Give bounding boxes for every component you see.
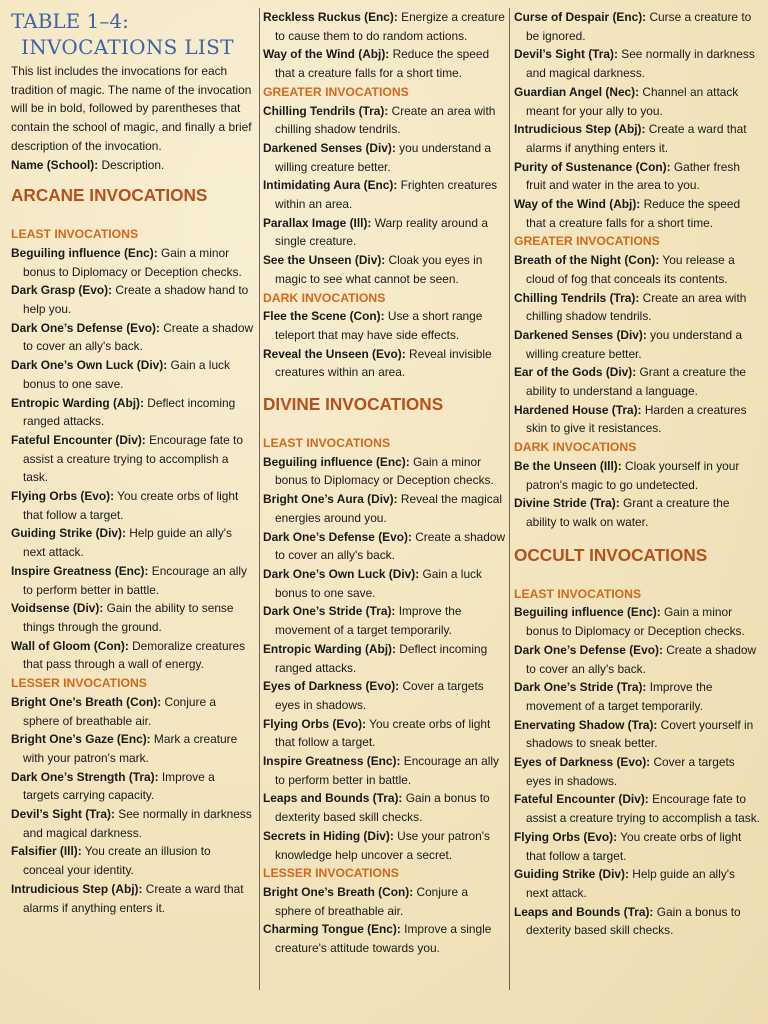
invocation-description: Warp reality around a single creature. [275, 215, 488, 249]
invocation-description: Gain a bonus to dexterity based skill checks. [275, 791, 490, 825]
invocation-entry [514, 603, 760, 640]
invocation-description: You create orbs of light that follow a target. [23, 489, 239, 522]
subheading-least: LEAST INVOCATIONS [11, 227, 139, 242]
invocation-name: Flying Orbs (Evo): [263, 716, 367, 731]
invocation-description: See normally in darkness and magical darkness. [526, 47, 755, 81]
invocation-description: Improve the movement of a target temporarily. [275, 604, 462, 638]
invocation-name: Leaps and Bounds (Tra): [514, 904, 654, 919]
invocation-description: Deflect incoming ranged attacks. [275, 641, 488, 675]
invocation-description: Use your patron's knowledge help uncover a secret. [275, 828, 490, 862]
invocation-description: Demoralize creatures that pass through a wall of energy. [23, 638, 246, 672]
invocation-name: Way of the Wind (Abj): [263, 47, 390, 62]
subheading-dark: DARK INVOCATIONS [514, 440, 637, 455]
invocation-name: Way of the Wind (Abj): [514, 197, 641, 212]
invocation-description: Gain a luck bonus to one save. [275, 566, 482, 600]
invocation-entry [514, 903, 760, 940]
invocation-name: See the Unseen (Div): [263, 253, 386, 268]
invocation-name: Intimidating Aura (Enc): [263, 178, 398, 193]
invocation-description: Grant a creature the ability to walk on water. [526, 496, 730, 529]
invocation-name: Flee the Scene (Con): [263, 309, 385, 324]
invocation-entry [263, 490, 507, 527]
invocation-description: Encourage an ally to perform better in battle. [275, 754, 499, 787]
invocation-entry [514, 8, 760, 45]
invocation-description: Curse a creature to be ignored. [526, 10, 752, 43]
invocation-entry [514, 363, 760, 400]
subheading-greater: GREATER INVOCATIONS [514, 234, 660, 249]
invocation-name: Fateful Encounter (Div): [11, 432, 146, 447]
invocation-description: Conjure a sphere of breathable air. [275, 884, 469, 918]
invocation-name: Dark One’s Own Luck (Div): [263, 566, 420, 581]
invocation-entry [514, 289, 760, 326]
invocation-entry [514, 641, 760, 678]
invocation-entry [11, 693, 254, 730]
invocation-description: You create an illusion to conceal your identity. [23, 844, 211, 878]
invocation-entry [11, 487, 254, 524]
invocation-name: Beguiling influence (Enc): [11, 245, 158, 260]
invocation-name: Purity of Sustenance (Con): [514, 159, 671, 174]
invocation-name: Intrudicious Step (Abj): [514, 122, 646, 137]
invocation-name: Falsifier (Ill): [11, 844, 82, 859]
invocation-name: Wall of Gloom (Con): [11, 638, 129, 653]
invocation-entry [263, 677, 507, 714]
invocation-description: you understand a willing creature better. [275, 140, 492, 174]
invocation-description: Cloak yourself in your patron's magic to go undetected. [526, 458, 740, 492]
invocation-name: Voidsense (Div): [11, 601, 104, 616]
subheading-lesser: LESSER INVOCATIONS [11, 676, 147, 691]
occult-least-list [514, 603, 760, 940]
invocation-description: Energize a creature to cause them to do random actions. [275, 10, 505, 43]
invocation-name: Parallax Image (Ill): [263, 215, 372, 230]
invocation-entry [263, 345, 507, 382]
invocation-description: Frighten creatures within an area. [275, 178, 498, 212]
invocation-entry [11, 524, 254, 561]
subheading-least: LEAST INVOCATIONS [263, 436, 391, 451]
legend-entry [11, 156, 254, 175]
invocation-description: Channel an attack meant for your ally to you. [526, 84, 739, 118]
invocation-name: Bright One’s Breath (Con): [263, 884, 414, 899]
invocation-description: Help guide an ally's next attack. [23, 526, 232, 560]
invocation-entry [514, 158, 760, 195]
invocation-entry [514, 251, 760, 288]
invocation-entry [514, 83, 760, 120]
invocation-entry [263, 453, 507, 490]
invocation-entry [263, 602, 507, 639]
invocation-entry [263, 214, 507, 251]
invocation-description: Improve the movement of a target temporarily. [526, 680, 713, 713]
invocation-name: Inspire Greatness (Enc): [11, 563, 149, 578]
invocation-description: Create a shadow to cover an ally's back. [23, 320, 254, 354]
invocation-name: Bright One’s Gaze (Enc): [11, 732, 151, 747]
invocation-name: Dark One’s Defense (Evo): [514, 642, 663, 657]
invocation-name: Dark One’s Strength (Tra): [11, 769, 159, 784]
invocation-description: Covert yourself in shadows to sneak better. [526, 717, 754, 751]
invocation-description: Encourage fate to assist a creature trying to accomplish a task. [23, 432, 243, 485]
invocation-description: You release a cloud of fog that conceals its contents. [526, 253, 735, 286]
invocation-entry [263, 752, 507, 789]
invocation-name: Dark Grasp (Evo): [11, 283, 113, 298]
divine-least-list [263, 453, 507, 864]
invocation-name: Fateful Encounter (Div): [514, 792, 649, 807]
section-heading-divine: DIVINE INVOCATIONS [263, 394, 444, 415]
invocation-description: Gather fresh fruit and water in the area to you. [526, 159, 740, 193]
invocation-entry [11, 431, 254, 487]
invocation-entry [263, 920, 507, 957]
arcane-dark-list [263, 307, 507, 382]
invocation-name: Devil’s Sight (Tra): [514, 47, 618, 62]
invocation-name: Eyes of Darkness (Evo): [263, 679, 400, 694]
invocation-name: Secrets in Hiding (Div): [263, 828, 394, 843]
invocation-name: Flying Orbs (Evo): [11, 489, 115, 504]
invocation-description: Encourage an ally to perform better in battle. [23, 563, 247, 597]
invocation-name: Flying Orbs (Evo): [514, 829, 618, 844]
section-heading-arcane: ARCANE INVOCATIONS [11, 185, 208, 206]
invocation-entry [514, 865, 760, 902]
invocation-entry [514, 195, 760, 232]
invocation-description: Help guide an ally's next attack. [526, 867, 735, 900]
invocation-name: Hardened House (Tra): [514, 402, 642, 417]
invocation-entry [11, 562, 254, 599]
invocation-description: Gain a bonus to dexterity based skill checks. [526, 904, 741, 938]
invocation-entry [263, 715, 507, 752]
invocation-description: Gain a minor bonus to Diplomacy or Deception checks. [275, 454, 494, 488]
legend-desc: Description. [98, 157, 165, 172]
invocation-description: Gain a minor bonus to Diplomacy or Deception checks. [23, 245, 242, 279]
invocation-name: Dark One’s Defense (Evo): [11, 320, 160, 335]
invocation-name: Divine Stride (Tra): [514, 496, 620, 511]
invocation-description: Create a ward that alarms if anything enters it. [526, 122, 747, 155]
invocation-entry [263, 528, 507, 565]
invocation-name: Dark One’s Own Luck (Div): [11, 358, 168, 373]
invocation-name: Devil’s Sight (Tra): [11, 807, 115, 822]
arcane-lesser-list [11, 693, 254, 917]
invocation-entry [263, 139, 507, 176]
invocation-description: Reduce the speed that a creature falls for a short time. [526, 197, 741, 230]
invocation-description: Conjure a sphere of breathable air. [23, 694, 217, 728]
invocation-entry [11, 281, 254, 318]
invocation-description: You create orbs of light that follow a target. [526, 829, 742, 863]
invocation-description: you understand a willing creature better. [526, 327, 743, 361]
subheading-dark: DARK INVOCATIONS [263, 290, 386, 305]
invocation-description: Create an area with chilling shadow tendrils. [526, 290, 747, 324]
invocation-entry [514, 120, 760, 157]
invocation-entry [263, 640, 507, 677]
invocation-description: Create a shadow to cover an ally's back. [526, 642, 757, 676]
invocation-name: Entropic Warding (Abj): [263, 641, 396, 656]
invocation-name: Intrudicious Step (Abj): [11, 881, 143, 896]
invocation-description: Reveal the magical energies around you. [275, 492, 502, 525]
invocation-description: Reveal invisible creatures within an area. [275, 346, 492, 380]
divine-greater-list [514, 251, 760, 438]
invocation-entry [263, 307, 507, 344]
invocation-name: Ear of the Gods (Div): [514, 365, 637, 380]
invocation-name: Reveal the Unseen (Evo): [263, 346, 406, 361]
invocation-name: Chilling Tendrils (Tra): [514, 290, 640, 305]
invocation-entry [514, 45, 760, 82]
invocation-entry [263, 8, 507, 45]
invocation-entry [263, 565, 507, 602]
invocation-entry [11, 637, 254, 674]
invocation-name: Beguiling influence (Enc): [514, 605, 661, 620]
invocation-description: Improve a targets carrying capacity. [23, 769, 215, 803]
invocation-name: Bright One’s Aura (Div): [263, 492, 398, 507]
invocation-name: Entropic Warding (Abj): [11, 395, 144, 410]
invocation-description: Encourage fate to assist a creature trying to accomplish a task. [526, 792, 760, 826]
invocation-entry [11, 319, 254, 356]
invocation-description: Cloak you eyes in magic to see what cannot be seen. [275, 253, 483, 286]
invocation-description: Gain the ability to sense things through the ground. [23, 601, 234, 634]
invocation-entry [263, 827, 507, 864]
invocation-description: Create a ward that alarms if anything enters it. [23, 881, 244, 915]
section-heading-occult: OCCULT INVOCATIONS [514, 544, 708, 565]
subheading-least: LEAST INVOCATIONS [514, 586, 642, 601]
invocation-name: Curse of Despair (Enc): [514, 10, 647, 24]
invocation-entry [514, 790, 760, 827]
legend-name: Name (School): [11, 157, 99, 172]
divine-dark-list [514, 457, 760, 532]
invocation-name: Dark One’s Stride (Tra): [263, 604, 396, 619]
invocation-description: See normally in darkness and magical darkness. [23, 807, 252, 840]
invocation-description: Create a shadow hand to help you. [23, 283, 249, 317]
invocation-name: Dark One’s Stride (Tra): [514, 680, 647, 695]
invocation-description: Grant a creature the ability to understand a language. [526, 365, 746, 399]
invocation-entry [263, 789, 507, 826]
invocation-entry [514, 716, 760, 753]
invocation-name: Inspire Greatness (Enc): [263, 754, 401, 769]
column-divider [259, 8, 260, 990]
invocation-entry [263, 102, 507, 139]
invocation-entry [514, 678, 760, 715]
invocation-entry [11, 880, 254, 917]
invocation-name: Dark One’s Defense (Evo): [263, 529, 412, 544]
subheading-lesser: LESSER INVOCATIONS [263, 866, 399, 881]
invocation-entry [514, 494, 760, 531]
invocation-entry [263, 176, 507, 213]
divine-lesser-list [263, 883, 507, 958]
table-title-number: TABLE 1–4: [11, 9, 129, 33]
invocation-entry [263, 251, 507, 288]
invocation-entry [514, 753, 760, 790]
invocation-description: Reduce the speed that a creature falls for a short time. [275, 47, 490, 81]
column-2 [263, 8, 507, 958]
invocation-name: Leaps and Bounds (Tra): [263, 791, 403, 806]
invocation-description: Cover a targets eyes in shadows. [275, 679, 484, 712]
invocation-description: Create an area with chilling shadow tendrils. [275, 103, 496, 137]
table-title [11, 8, 254, 60]
column-3 [514, 8, 760, 940]
invocation-entry [514, 326, 760, 363]
invocation-name: Be the Unseen (Ill): [514, 458, 622, 473]
invocation-entry [514, 457, 760, 494]
invocation-name: Darkened Senses (Div): [514, 327, 647, 342]
invocation-entry [514, 401, 760, 438]
invocation-description: You create orbs of light that follow a target. [275, 716, 491, 750]
invocation-name: Darkened Senses (Div): [263, 140, 396, 155]
arcane-lesser-list-cont [263, 8, 507, 83]
invocation-name: Guiding Strike (Div): [514, 867, 629, 882]
arcane-greater-list [263, 102, 507, 289]
intro-text: This list includes the invocations for each tradition of magic. The name of the invocation will be in bold, followed by parentheses that contain the school of magic, and finally a brief description of the invocation. [11, 64, 252, 153]
invocation-entry [11, 730, 254, 767]
invocation-name: Beguiling influence (Enc): [263, 454, 410, 469]
column-1 [11, 8, 254, 917]
invocation-name: Eyes of Darkness (Evo): [514, 755, 651, 770]
invocation-name: Guardian Angel (Nec): [514, 84, 640, 99]
invocation-description: Improve a single creature's attitude towards you. [275, 922, 492, 956]
invocation-entry [514, 828, 760, 865]
invocation-description: Gain a luck bonus to one save. [23, 358, 230, 391]
column-divider [509, 8, 510, 990]
invocation-entry [11, 244, 254, 281]
invocation-name: Reckless Ruckus (Enc): [263, 10, 398, 24]
invocation-description: Gain a minor bonus to Diplomacy or Deception checks. [526, 605, 745, 639]
invocation-entry [11, 805, 254, 842]
invocation-description: Deflect incoming ranged attacks. [23, 395, 236, 429]
invocation-name: Enervating Shadow (Tra): [514, 717, 658, 732]
invocation-entry [11, 599, 254, 636]
invocation-description: Mark a creature with your patron's mark. [23, 732, 238, 765]
invocation-description: Harden a creatures skin to give it resistances. [526, 402, 747, 436]
subheading-greater: GREATER INVOCATIONS [263, 84, 409, 99]
invocation-entry [11, 842, 254, 879]
invocation-name: Guiding Strike (Div): [11, 526, 126, 541]
invocation-name: Breath of the Night (Con): [514, 253, 660, 268]
table-title-name: INVOCATIONS LIST [21, 35, 234, 59]
arcane-least-list [11, 244, 254, 674]
divine-lesser-list-cont [514, 8, 760, 232]
invocation-entry [11, 768, 254, 805]
invocation-entry [11, 394, 254, 431]
invocation-description: Cover a targets eyes in shadows. [526, 755, 735, 788]
invocation-name: Charming Tongue (Enc): [263, 922, 401, 937]
invocation-name: Bright One’s Breath (Con): [11, 694, 162, 709]
invocation-description: Create a shadow to cover an ally's back. [275, 529, 506, 563]
invocation-name: Chilling Tendrils (Tra): [263, 103, 389, 118]
invocation-entry [263, 45, 507, 82]
invocation-description: Use a short range teleport that may have side effects. [275, 309, 483, 342]
invocation-entry [263, 883, 507, 920]
invocation-entry [11, 356, 254, 393]
